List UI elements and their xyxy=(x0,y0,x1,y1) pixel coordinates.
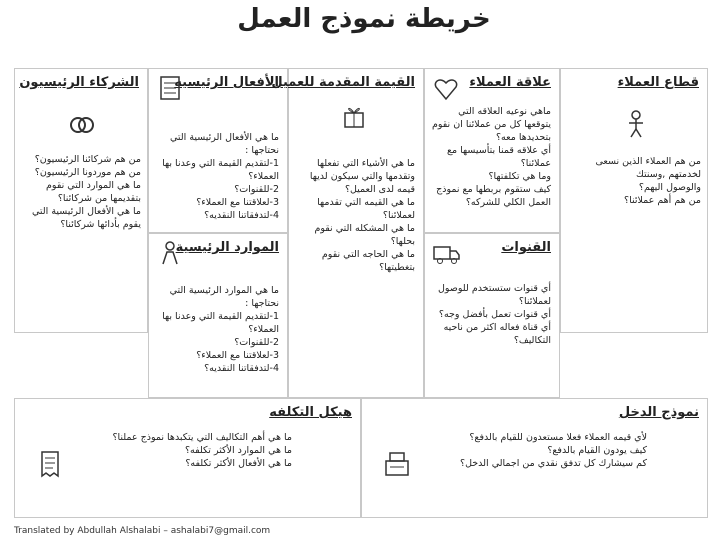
value-proposition-text: ما هي الأشياء التي تفعلها وتقدمها والتي سيكون لديها قيمه لدى العميل؟ ما هي القيمه التي تقدمها لعملائنا؟ ما هي المشكله التي نقوم بحلها؟ ما هي الحاجه التي نقوم بتغطيتها؟ xyxy=(309,158,415,273)
customer-relationships-text: ماهي نوعيه العلاقه التي يتوقعها كل من عملائنا ان نقوم بتحديدها معه؟ أي علاقه قمنا بتأسيسها مع عملائنا؟ وما هي تكلفتها؟ كيف ستقوم بربطها مع نموذج العمل الكلي للشركه؟ xyxy=(431,106,551,208)
revenue-streams-cell xyxy=(361,398,708,518)
channels-cell xyxy=(424,233,560,398)
channels-text: أي قنوات ستستخدم للوصول لعملائنا؟ أي قنوات تعمل بأفضل وجه؟ أي قناة فعاله اكثر من ناحيه التكاليف؟ xyxy=(437,283,551,346)
customer-segments-text: من هم العملاء الذين نسعى لخدمتهم ,وسنتك والوصول اليهم؟ من هم أهم عملائنا؟ xyxy=(595,156,701,206)
key-resources-cell xyxy=(148,233,288,398)
customer-relationships-cell xyxy=(424,68,560,233)
customer-relationships-header: علاقة العملاء xyxy=(469,75,551,90)
channels-header: القنوات xyxy=(501,240,551,255)
customer-segments-cell xyxy=(560,68,708,333)
key-activities-header: الأفعال الرئيسيه xyxy=(174,75,279,90)
cost-structure-cell xyxy=(14,398,361,518)
worker-icon xyxy=(155,238,185,268)
checklist-icon xyxy=(155,73,185,103)
value-proposition-cell xyxy=(271,68,424,398)
key-resources-text: ما هي الموارد الرئيسية التي نحتاجها : 1-لتقديم القيمة التي وعدنا بها العملاء؟ 2-للقنوات؟ 3-لعلاقتنا مع العملاء؟ 4-لتدفقاتنا النقديه؟ xyxy=(162,285,279,374)
revenue-streams-header: نموذج الدخل xyxy=(618,405,699,420)
key-activities-text: ما هي الأفعال الرئيسية التي نحتاجها : 1-لتقديم القيمة التي وعدنا بها العملاء؟ 2-للقنوات؟ 3-لعلاقتنا مع العملاء؟ 4-لتدفقاتنا النقديه؟ xyxy=(162,132,279,221)
value-proposition-header: القيمة المقدمة للعميل xyxy=(271,75,415,90)
key-resources-header: الموارد الرئيسية xyxy=(175,240,279,255)
key-partners-text: من هم شركائنا الرئيسيون؟ من هم موردونا الرئيسيون؟ ما هي الموارد التي نقوم بتقديمها من شركائنا؟ ما هي الأفعال الرئيسية التي يقوم بأدائها شركائنا؟ xyxy=(31,154,141,230)
truck-icon xyxy=(431,238,461,268)
business-model-canvas xyxy=(14,68,708,518)
key-partners-header: الشركاء الرئيسيون xyxy=(19,75,139,90)
translator-credit: Translated by Abdullah Alshalabi – ashalabi7@gmail.com xyxy=(14,526,271,536)
cost-structure-text: ما هي أهم التكاليف التي يتكبدها نموذج عملنا؟ ما هي الموارد الأكثر تكلفه؟ ما هي الأفعال الأكثر تكلفه؟ xyxy=(112,432,292,469)
customer-segments-header: قطاع العملاء xyxy=(617,75,699,90)
rings-icon xyxy=(67,109,97,139)
revenue-streams-text: لأي قيمه العملاء فعلا مستعدون للقيام بالدفع؟ كيف يودون القيام بالدفع؟ كم سيشارك كل تدفق نقدي من اجمالي الدخل؟ xyxy=(460,432,647,469)
person-icon xyxy=(621,109,651,139)
key-partners-cell xyxy=(14,68,148,333)
page-title: خريطة نموذج العمل xyxy=(237,4,491,34)
cost-structure-header: هيكل التكلفه xyxy=(269,405,352,420)
heart-icon xyxy=(431,73,461,103)
key-activities-cell xyxy=(148,68,288,233)
gift-icon xyxy=(339,101,369,131)
